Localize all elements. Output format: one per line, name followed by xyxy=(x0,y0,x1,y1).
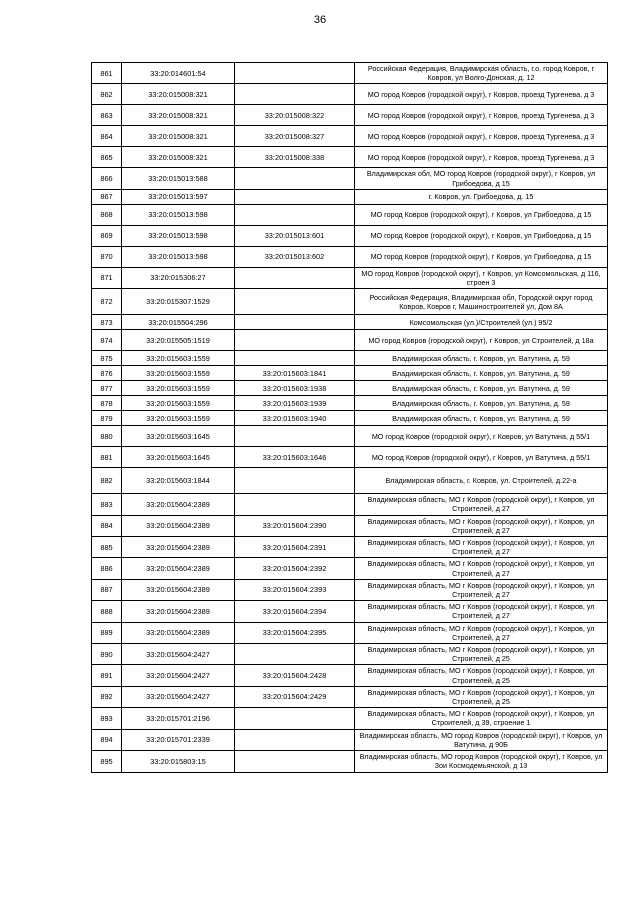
sub-cadastral-number-cell: 33:20:015603:1938 xyxy=(235,381,355,396)
row-number-cell: 876 xyxy=(92,366,122,381)
row-number-cell: 881 xyxy=(92,447,122,468)
cadastral-number-cell: 33:20:015603:1559 xyxy=(122,396,235,411)
address-cell: Владимирская область, МО г Ковров (городской округ), г Ковров, ул Строителей, д 25 xyxy=(355,686,608,707)
address-cell: Российская Федерация, Владимирская область, г.о. город Ковров, г Ковров, ул Волго-Донская, д. 12 xyxy=(355,63,608,84)
sub-cadastral-number-cell xyxy=(235,426,355,447)
table-row xyxy=(92,126,608,147)
cadastral-number-cell: 33:20:015603:1645 xyxy=(122,447,235,468)
cadastral-number-cell: 33:20:015604:2389 xyxy=(122,622,235,643)
table-row xyxy=(92,246,608,267)
row-number-cell: 893 xyxy=(92,708,122,729)
table-row xyxy=(92,622,608,643)
row-number-cell: 871 xyxy=(92,267,122,288)
table-row xyxy=(92,289,608,315)
cadastral-number-cell: 33:20:015504:296 xyxy=(122,315,235,330)
address-cell: Владимирская область, МО г Ковров (городской округ), г Ковров, ул Строителей, д 25 xyxy=(355,644,608,665)
table-row xyxy=(92,351,608,366)
address-cell: Владимирская область, МО город Ковров (городской округ), г Ковров, ул Зои Космодемьянской, д 13 xyxy=(355,751,608,772)
row-number-cell: 863 xyxy=(92,105,122,126)
row-number-cell: 890 xyxy=(92,644,122,665)
cadastral-number-cell: 33:20:015013:597 xyxy=(122,189,235,204)
cadastral-number-cell: 33:20:015604:2427 xyxy=(122,686,235,707)
cadastral-number-cell: 33:20:015013:598 xyxy=(122,225,235,246)
sub-cadastral-number-cell: 33:20:015013:601 xyxy=(235,225,355,246)
address-cell: МО город Ковров (городской округ), г Ковров, ул Грибоедова, д 15 xyxy=(355,204,608,225)
table-row xyxy=(92,537,608,558)
cadastral-number-cell: 33:20:015008:321 xyxy=(122,105,235,126)
registry-table-body xyxy=(92,63,608,773)
row-number-cell: 869 xyxy=(92,225,122,246)
row-number-cell: 873 xyxy=(92,315,122,330)
table-row xyxy=(92,366,608,381)
cadastral-number-cell: 33:20:015604:2389 xyxy=(122,494,235,515)
cadastral-number-cell: 33:20:015306:27 xyxy=(122,267,235,288)
cadastral-number-cell: 33:20:015008:321 xyxy=(122,84,235,105)
row-number-cell: 889 xyxy=(92,622,122,643)
sub-cadastral-number-cell: 33:20:015604:2428 xyxy=(235,665,355,686)
address-cell: Владимирская область, МО г Ковров (городской округ), г Ковров, ул Строителей, д 27 xyxy=(355,537,608,558)
address-cell: Российская Федерация, Владимирская обл, Городской округ город Ковров, Ковров г, Машиностроителей ул, Дом 8А xyxy=(355,289,608,315)
sub-cadastral-number-cell: 33:20:015604:2390 xyxy=(235,515,355,536)
cadastral-number-cell: 33:20:015701:2339 xyxy=(122,729,235,750)
table-row xyxy=(92,426,608,447)
sub-cadastral-number-cell xyxy=(235,729,355,750)
address-cell: Владимирская область, МО г Ковров (городской округ), г Ковров, ул Строителей, д 27 xyxy=(355,494,608,515)
sub-cadastral-number-cell xyxy=(235,289,355,315)
address-cell: г. Ковров, ул. Грибоедова, д. 15 xyxy=(355,189,608,204)
address-cell: Владимирская область, МО г Ковров (городской округ), г Ковров, ул Строителей, д 27 xyxy=(355,601,608,622)
sub-cadastral-number-cell xyxy=(235,708,355,729)
cadastral-number-cell: 33:20:015803:15 xyxy=(122,751,235,772)
row-number-cell: 882 xyxy=(92,468,122,494)
row-number-cell: 862 xyxy=(92,84,122,105)
sub-cadastral-number-cell xyxy=(235,494,355,515)
table-row xyxy=(92,147,608,168)
row-number-cell: 872 xyxy=(92,289,122,315)
sub-cadastral-number-cell: 33:20:015603:1841 xyxy=(235,366,355,381)
table-row xyxy=(92,63,608,84)
cadastral-number-cell: 33:20:015013:598 xyxy=(122,204,235,225)
cadastral-number-cell: 33:20:015603:1559 xyxy=(122,411,235,426)
sub-cadastral-number-cell: 33:20:015008:338 xyxy=(235,147,355,168)
address-cell: Владимирская область, г. Ковров, ул. Ватутина, д. 59 xyxy=(355,351,608,366)
row-number-cell: 892 xyxy=(92,686,122,707)
table-row xyxy=(92,381,608,396)
cadastral-number-cell: 33:20:015603:1844 xyxy=(122,468,235,494)
row-number-cell: 883 xyxy=(92,494,122,515)
row-number-cell: 875 xyxy=(92,351,122,366)
row-number-cell: 888 xyxy=(92,601,122,622)
table-row xyxy=(92,189,608,204)
sub-cadastral-number-cell: 33:20:015604:2391 xyxy=(235,537,355,558)
sub-cadastral-number-cell xyxy=(235,267,355,288)
sub-cadastral-number-cell xyxy=(235,315,355,330)
table-row xyxy=(92,330,608,351)
address-cell: МО город Ковров (городской округ), г Ковров, проезд Тургенева, д 3 xyxy=(355,147,608,168)
sub-cadastral-number-cell: 33:20:015008:327 xyxy=(235,126,355,147)
sub-cadastral-number-cell: 33:20:015603:1939 xyxy=(235,396,355,411)
sub-cadastral-number-cell: 33:20:015013:602 xyxy=(235,246,355,267)
table-row xyxy=(92,315,608,330)
address-cell: Владимирская область, МО г Ковров (городской округ), г Ковров, ул Строителей, д 25 xyxy=(355,665,608,686)
sub-cadastral-number-cell xyxy=(235,84,355,105)
table-row xyxy=(92,225,608,246)
address-cell: Владимирская область, г. Ковров, ул. Ватутина, д. 59 xyxy=(355,411,608,426)
sub-cadastral-number-cell: 33:20:015604:2395 xyxy=(235,622,355,643)
row-number-cell: 885 xyxy=(92,537,122,558)
sub-cadastral-number-cell: 33:20:015604:2429 xyxy=(235,686,355,707)
cadastral-number-cell: 33:20:014601:54 xyxy=(122,63,235,84)
table-row xyxy=(92,468,608,494)
table-row xyxy=(92,579,608,600)
sub-cadastral-number-cell: 33:20:015604:2394 xyxy=(235,601,355,622)
address-cell: Владимирская область, МО г Ковров (городской округ), г Ковров, ул Строителей, д 27 xyxy=(355,579,608,600)
cadastral-number-cell: 33:20:015603:1559 xyxy=(122,351,235,366)
row-number-cell: 867 xyxy=(92,189,122,204)
cadastral-number-cell: 33:20:015008:321 xyxy=(122,147,235,168)
cadastral-number-cell: 33:20:015701:2196 xyxy=(122,708,235,729)
row-number-cell: 864 xyxy=(92,126,122,147)
table-row xyxy=(92,729,608,750)
sub-cadastral-number-cell: 33:20:015604:2392 xyxy=(235,558,355,579)
address-cell: Владимирская обл, МО город Ковров (городской округ), г Ковров, ул Грибоедова, д 15 xyxy=(355,168,608,189)
address-cell: МО город Ковров (городской округ), г Ковров, ул Ватутина, д 55/1 xyxy=(355,447,608,468)
table-row xyxy=(92,84,608,105)
table-row xyxy=(92,665,608,686)
cadastral-number-cell: 33:20:015604:2389 xyxy=(122,515,235,536)
address-cell: Владимирская область, г. Ковров, ул. Строителей, д.22-а xyxy=(355,468,608,494)
cadastral-number-cell: 33:20:015008:321 xyxy=(122,126,235,147)
address-cell: Владимирская область, МО г Ковров (городской округ), г Ковров, ул Строителей, д 27 xyxy=(355,558,608,579)
address-cell: МО город Ковров (городской округ), г Ковров, ул Ватутина, д 55/1 xyxy=(355,426,608,447)
address-cell: Владимирская область, МО г Ковров (городской округ), г Ковров, ул Строителей, д 27 xyxy=(355,515,608,536)
address-cell: МО город Ковров (городской округ), г Ковров, проезд Тургенева, д 3 xyxy=(355,84,608,105)
address-cell: Комсомольская (ул.)/Строителей (ул.) 95/2 xyxy=(355,315,608,330)
table-row xyxy=(92,708,608,729)
address-cell: МО город Ковров (городской округ), г Ковров, ул Комсомольская, д 116, строен 3 xyxy=(355,267,608,288)
registry-table xyxy=(91,62,608,773)
page-number: 36 xyxy=(313,14,327,26)
sub-cadastral-number-cell xyxy=(235,330,355,351)
table-row xyxy=(92,686,608,707)
cadastral-number-cell: 33:20:015604:2389 xyxy=(122,579,235,600)
table-row xyxy=(92,411,608,426)
cadastral-number-cell: 33:20:015013:598 xyxy=(122,246,235,267)
sub-cadastral-number-cell: 33:20:015603:1940 xyxy=(235,411,355,426)
row-number-cell: 866 xyxy=(92,168,122,189)
table-row xyxy=(92,168,608,189)
sub-cadastral-number-cell xyxy=(235,751,355,772)
row-number-cell: 870 xyxy=(92,246,122,267)
sub-cadastral-number-cell: 33:20:015604:2393 xyxy=(235,579,355,600)
cadastral-number-cell: 33:20:015604:2389 xyxy=(122,601,235,622)
row-number-cell: 895 xyxy=(92,751,122,772)
table-row xyxy=(92,447,608,468)
cadastral-number-cell: 33:20:015604:2389 xyxy=(122,558,235,579)
cadastral-number-cell: 33:20:015013:588 xyxy=(122,168,235,189)
cadastral-number-cell: 33:20:015604:2389 xyxy=(122,537,235,558)
sub-cadastral-number-cell xyxy=(235,168,355,189)
row-number-cell: 894 xyxy=(92,729,122,750)
sub-cadastral-number-cell xyxy=(235,644,355,665)
table-row xyxy=(92,644,608,665)
address-cell: МО город Ковров (городской округ), г Ковров, проезд Тургенева, д 3 xyxy=(355,105,608,126)
row-number-cell: 874 xyxy=(92,330,122,351)
sub-cadastral-number-cell: 33:20:015008:322 xyxy=(235,105,355,126)
address-cell: Владимирская область, МО г Ковров (городской округ), г Ковров, ул Строителей, д 27 xyxy=(355,622,608,643)
row-number-cell: 891 xyxy=(92,665,122,686)
cadastral-number-cell: 33:20:015307:1529 xyxy=(122,289,235,315)
table-row xyxy=(92,267,608,288)
row-number-cell: 865 xyxy=(92,147,122,168)
table-row xyxy=(92,751,608,772)
address-cell: Владимирская область, МО г Ковров (городской округ), г Ковров, ул Строителей, д 39, строение 1 xyxy=(355,708,608,729)
address-cell: МО город Ковров (городской округ), г Ковров, ул Грибоедова, д 15 xyxy=(355,225,608,246)
address-cell: МО город Ковров (городской округ), г Ковров, ул Грибоедова, д 15 xyxy=(355,246,608,267)
address-cell: Владимирская область, г. Ковров, ул. Ватутина, д. 59 xyxy=(355,396,608,411)
cadastral-number-cell: 33:20:015505:1519 xyxy=(122,330,235,351)
row-number-cell: 877 xyxy=(92,381,122,396)
row-number-cell: 887 xyxy=(92,579,122,600)
cadastral-number-cell: 33:20:015604:2427 xyxy=(122,644,235,665)
cadastral-number-cell: 33:20:015603:1559 xyxy=(122,381,235,396)
sub-cadastral-number-cell xyxy=(235,63,355,84)
row-number-cell: 868 xyxy=(92,204,122,225)
cadastral-number-cell: 33:20:015604:2427 xyxy=(122,665,235,686)
cadastral-number-cell: 33:20:015603:1645 xyxy=(122,426,235,447)
table-row xyxy=(92,204,608,225)
address-cell: МО город Ковров (городской округ), г Ковров, проезд Тургенева, д 3 xyxy=(355,126,608,147)
row-number-cell: 884 xyxy=(92,515,122,536)
sub-cadastral-number-cell xyxy=(235,204,355,225)
sub-cadastral-number-cell xyxy=(235,189,355,204)
cadastral-number-cell: 33:20:015603:1559 xyxy=(122,366,235,381)
table-row xyxy=(92,601,608,622)
row-number-cell: 886 xyxy=(92,558,122,579)
row-number-cell: 879 xyxy=(92,411,122,426)
table-row xyxy=(92,515,608,536)
table-row xyxy=(92,494,608,515)
address-cell: Владимирская область, г. Ковров, ул. Ватутина, д. 59 xyxy=(355,366,608,381)
row-number-cell: 880 xyxy=(92,426,122,447)
address-cell: Владимирская область, г. Ковров, ул. Ватутина, д. 59 xyxy=(355,381,608,396)
row-number-cell: 878 xyxy=(92,396,122,411)
address-cell: Владимирская область, МО город Ковров (городской округ), г Ковров, ул Ватутина, д 90Б xyxy=(355,729,608,750)
sub-cadastral-number-cell xyxy=(235,351,355,366)
table-row xyxy=(92,396,608,411)
table-row xyxy=(92,105,608,126)
table-row xyxy=(92,558,608,579)
sub-cadastral-number-cell: 33:20:015603:1646 xyxy=(235,447,355,468)
sub-cadastral-number-cell xyxy=(235,468,355,494)
row-number-cell: 861 xyxy=(92,63,122,84)
address-cell: МО город Ковров (городской округ), г Ковров, ул Строителей, д 18а xyxy=(355,330,608,351)
